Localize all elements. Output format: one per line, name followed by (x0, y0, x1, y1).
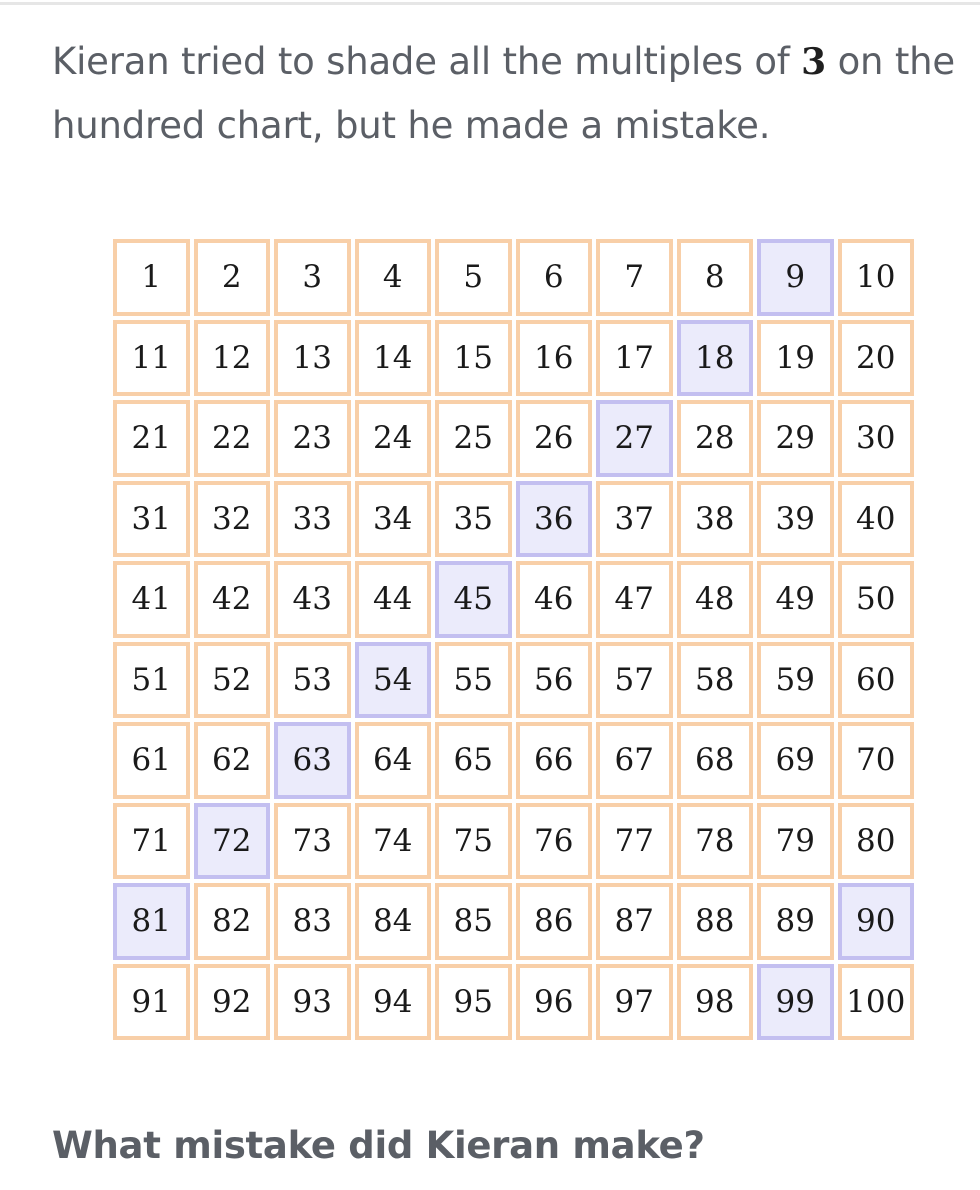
chart-cell-slot (836, 559, 917, 640)
chart-cell-slot (111, 962, 192, 1043)
chart-cell[interactable]: 98 (677, 964, 754, 1041)
chart-cell-slot (594, 318, 675, 399)
chart-cell-slot (353, 720, 434, 801)
chart-cell-slot (272, 640, 353, 721)
chart-cell-slot (514, 237, 595, 318)
chart-cell[interactable]: 68 (677, 722, 754, 799)
chart-cell-slot (192, 962, 273, 1043)
chart-cell-slot (111, 640, 192, 721)
chart-cell[interactable]: 11 (113, 320, 190, 397)
chart-cell[interactable]: 50 (838, 561, 915, 638)
chart-cell-slot (675, 398, 756, 479)
chart-cell-slot (755, 962, 836, 1043)
chart-cell[interactable]: 59 (757, 642, 834, 719)
chart-cell-shaded[interactable]: 36 (516, 481, 593, 558)
chart-cell[interactable]: 5 (435, 239, 512, 316)
chart-cell-slot (755, 398, 836, 479)
chart-cell-slot (675, 801, 756, 882)
chart-cell-slot (433, 640, 514, 721)
chart-cell[interactable]: 34 (355, 481, 432, 558)
chart-cell[interactable]: 19 (757, 320, 834, 397)
chart-cell-slot (111, 318, 192, 399)
chart-cell-shaded[interactable]: 54 (355, 642, 432, 719)
chart-cell[interactable]: 94 (355, 964, 432, 1041)
chart-cell-slot (755, 640, 836, 721)
chart-cell[interactable]: 12 (194, 320, 271, 397)
chart-cell[interactable]: 85 (435, 883, 512, 960)
chart-cell[interactable]: 39 (757, 481, 834, 558)
chart-cell-slot (594, 237, 675, 318)
chart-cell-slot (433, 720, 514, 801)
chart-cell[interactable]: 60 (838, 642, 915, 719)
chart-cell-slot (755, 479, 836, 560)
chart-cell[interactable]: 28 (677, 400, 754, 477)
chart-cell-slot (594, 640, 675, 721)
chart-cell[interactable]: 38 (677, 481, 754, 558)
chart-cell-slot (755, 801, 836, 882)
chart-cell-slot (433, 559, 514, 640)
chart-cell-slot (594, 962, 675, 1043)
chart-cell[interactable]: 69 (757, 722, 834, 799)
chart-cell-slot (755, 720, 836, 801)
chart-cell[interactable]: 33 (274, 481, 351, 558)
chart-cell[interactable]: 2 (194, 239, 271, 316)
chart-cell-shaded[interactable]: 63 (274, 722, 351, 799)
chart-cell[interactable]: 25 (435, 400, 512, 477)
chart-cell[interactable]: 64 (355, 722, 432, 799)
chart-cell-slot (433, 881, 514, 962)
chart-cell[interactable]: 53 (274, 642, 351, 719)
chart-cell-slot (514, 962, 595, 1043)
prompt-number: 3 (801, 41, 827, 83)
chart-cell-shaded[interactable]: 45 (435, 561, 512, 638)
chart-cell[interactable]: 14 (355, 320, 432, 397)
chart-cell-slot (111, 237, 192, 318)
chart-cell[interactable]: 49 (757, 561, 834, 638)
chart-cell[interactable]: 24 (355, 400, 432, 477)
chart-cell-slot (594, 559, 675, 640)
chart-cell[interactable]: 26 (516, 400, 593, 477)
chart-cell-slot (353, 479, 434, 560)
chart-cell[interactable]: 62 (194, 722, 271, 799)
chart-cell-slot (755, 237, 836, 318)
chart-cell-slot (836, 479, 917, 560)
chart-cell-slot (675, 962, 756, 1043)
chart-cell-slot (272, 479, 353, 560)
chart-cell-slot (836, 398, 917, 479)
chart-cell[interactable]: 44 (355, 561, 432, 638)
chart-cell-slot (353, 801, 434, 882)
chart-cell-slot (433, 318, 514, 399)
chart-cell-slot (272, 318, 353, 399)
chart-cell-slot (192, 237, 273, 318)
chart-cell-slot (836, 318, 917, 399)
chart-cell-slot (594, 881, 675, 962)
chart-cell-slot (836, 237, 917, 318)
chart-cell[interactable]: 95 (435, 964, 512, 1041)
chart-cell[interactable]: 52 (194, 642, 271, 719)
chart-cell[interactable]: 91 (113, 964, 190, 1041)
chart-cell-slot (353, 640, 434, 721)
chart-cell[interactable]: 84 (355, 883, 432, 960)
chart-cell[interactable]: 70 (838, 722, 915, 799)
chart-cell[interactable]: 41 (113, 561, 190, 638)
chart-cell[interactable]: 48 (677, 561, 754, 638)
chart-cell[interactable]: 61 (113, 722, 190, 799)
chart-cell[interactable]: 21 (113, 400, 190, 477)
chart-cell[interactable]: 17 (596, 320, 673, 397)
chart-cell-slot (272, 559, 353, 640)
chart-cell[interactable]: 20 (838, 320, 915, 397)
chart-cell-slot (755, 559, 836, 640)
chart-cell-slot (353, 962, 434, 1043)
chart-cell[interactable]: 67 (596, 722, 673, 799)
chart-cell-slot (675, 640, 756, 721)
chart-cell-slot (433, 801, 514, 882)
chart-cell-slot (836, 801, 917, 882)
chart-cell-slot (272, 801, 353, 882)
chart-cell-slot (433, 962, 514, 1043)
chart-cell-slot (514, 881, 595, 962)
chart-cell[interactable]: 30 (838, 400, 915, 477)
chart-cell[interactable]: 37 (596, 481, 673, 558)
prompt-text-before: Kieran tried to shade all the multiples of (52, 40, 802, 83)
chart-cell-slot (272, 881, 353, 962)
chart-cell[interactable]: 43 (274, 561, 351, 638)
chart-cell[interactable]: 96 (516, 964, 593, 1041)
chart-cell-slot (514, 720, 595, 801)
chart-cell[interactable]: 32 (194, 481, 271, 558)
chart-cell-slot (433, 398, 514, 479)
chart-cell[interactable]: 29 (757, 400, 834, 477)
chart-cell[interactable]: 8 (677, 239, 754, 316)
question-text: What mistake did Kieran make? (52, 1124, 705, 1167)
chart-cell[interactable]: 56 (516, 642, 593, 719)
chart-cell[interactable]: 58 (677, 642, 754, 719)
chart-cell[interactable]: 66 (516, 722, 593, 799)
chart-cell-slot (514, 318, 595, 399)
chart-cell-shaded[interactable]: 9 (757, 239, 834, 316)
chart-cell-slot (192, 559, 273, 640)
chart-cell[interactable]: 13 (274, 320, 351, 397)
chart-cell-slot (755, 318, 836, 399)
top-divider (0, 2, 980, 5)
chart-cell-slot (111, 479, 192, 560)
chart-cell[interactable]: 76 (516, 803, 593, 880)
chart-cell-slot (353, 318, 434, 399)
chart-cell[interactable]: 80 (838, 803, 915, 880)
chart-cell-shaded[interactable]: 72 (194, 803, 271, 880)
chart-cell[interactable]: 97 (596, 964, 673, 1041)
chart-cell[interactable]: 57 (596, 642, 673, 719)
chart-cell[interactable]: 73 (274, 803, 351, 880)
chart-cell-shaded[interactable]: 99 (757, 964, 834, 1041)
chart-cell-slot (675, 720, 756, 801)
chart-cell-slot (594, 398, 675, 479)
chart-cell-slot (836, 962, 917, 1043)
chart-cell[interactable]: 15 (435, 320, 512, 397)
prompt-text-after: on the hundred chart, but he made a mistake. (52, 40, 955, 147)
chart-cell[interactable]: 92 (194, 964, 271, 1041)
chart-cell[interactable]: 22 (194, 400, 271, 477)
chart-cell[interactable]: 87 (596, 883, 673, 960)
chart-cell-slot (272, 237, 353, 318)
chart-cell[interactable]: 35 (435, 481, 512, 558)
chart-cell[interactable]: 88 (677, 883, 754, 960)
chart-cell-slot (272, 398, 353, 479)
chart-cell-shaded[interactable]: 18 (677, 320, 754, 397)
chart-cell-slot (836, 720, 917, 801)
chart-cell-slot (514, 398, 595, 479)
chart-cell[interactable]: 23 (274, 400, 351, 477)
chart-cell-slot (192, 479, 273, 560)
chart-cell[interactable]: 42 (194, 561, 271, 638)
chart-cell-slot (594, 720, 675, 801)
chart-cell-slot (836, 640, 917, 721)
chart-cell-slot (192, 881, 273, 962)
chart-cell[interactable]: 55 (435, 642, 512, 719)
problem-prompt (52, 30, 962, 158)
chart-cell-slot (836, 881, 917, 962)
chart-cell[interactable]: 1 (113, 239, 190, 316)
chart-cell-slot (192, 801, 273, 882)
chart-cell[interactable]: 16 (516, 320, 593, 397)
chart-cell-slot (675, 237, 756, 318)
chart-cell[interactable]: 3 (274, 239, 351, 316)
chart-cell[interactable]: 89 (757, 883, 834, 960)
chart-cell-slot (353, 559, 434, 640)
chart-cell[interactable]: 4 (355, 239, 432, 316)
chart-cell-slot (755, 881, 836, 962)
chart-cell[interactable]: 100 (838, 964, 915, 1041)
chart-cell-slot (433, 479, 514, 560)
chart-cell-slot (675, 479, 756, 560)
chart-cell[interactable]: 78 (677, 803, 754, 880)
chart-cell-slot (514, 479, 595, 560)
chart-cell[interactable]: 75 (435, 803, 512, 880)
chart-cell-slot (353, 237, 434, 318)
chart-cell-slot (594, 479, 675, 560)
chart-cell-slot (594, 801, 675, 882)
chart-cell-slot (111, 720, 192, 801)
chart-cell[interactable]: 65 (435, 722, 512, 799)
chart-cell-slot (192, 398, 273, 479)
chart-cell-slot (111, 881, 192, 962)
chart-cell[interactable]: 82 (194, 883, 271, 960)
chart-cell-shaded[interactable]: 90 (838, 883, 915, 960)
hundred-chart (111, 237, 916, 1042)
chart-cell-slot (111, 801, 192, 882)
chart-cell-slot (433, 237, 514, 318)
chart-cell-slot (272, 962, 353, 1043)
chart-cell[interactable]: 77 (596, 803, 673, 880)
chart-cell-slot (192, 318, 273, 399)
chart-cell-slot (192, 640, 273, 721)
chart-cell[interactable]: 74 (355, 803, 432, 880)
chart-cell-shaded[interactable]: 81 (113, 883, 190, 960)
chart-cell-slot (514, 640, 595, 721)
chart-cell-slot (353, 398, 434, 479)
chart-cell[interactable]: 71 (113, 803, 190, 880)
chart-cell-slot (111, 559, 192, 640)
chart-cell[interactable]: 83 (274, 883, 351, 960)
chart-cell-slot (272, 720, 353, 801)
chart-cell[interactable]: 47 (596, 561, 673, 638)
chart-cell[interactable]: 10 (838, 239, 915, 316)
chart-cell[interactable]: 79 (757, 803, 834, 880)
chart-cell[interactable]: 93 (274, 964, 351, 1041)
chart-cell-shaded[interactable]: 27 (596, 400, 673, 477)
chart-cell[interactable]: 31 (113, 481, 190, 558)
chart-cell-slot (675, 559, 756, 640)
chart-cell[interactable]: 7 (596, 239, 673, 316)
chart-cell-slot (111, 398, 192, 479)
chart-cell[interactable]: 6 (516, 239, 593, 316)
chart-cell[interactable]: 46 (516, 561, 593, 638)
chart-cell-slot (353, 881, 434, 962)
chart-cell-slot (514, 801, 595, 882)
chart-cell[interactable]: 86 (516, 883, 593, 960)
chart-cell-slot (514, 559, 595, 640)
chart-cell-slot (192, 720, 273, 801)
chart-cell[interactable]: 40 (838, 481, 915, 558)
chart-cell-slot (675, 881, 756, 962)
chart-cell-slot (675, 318, 756, 399)
chart-cell[interactable]: 51 (113, 642, 190, 719)
